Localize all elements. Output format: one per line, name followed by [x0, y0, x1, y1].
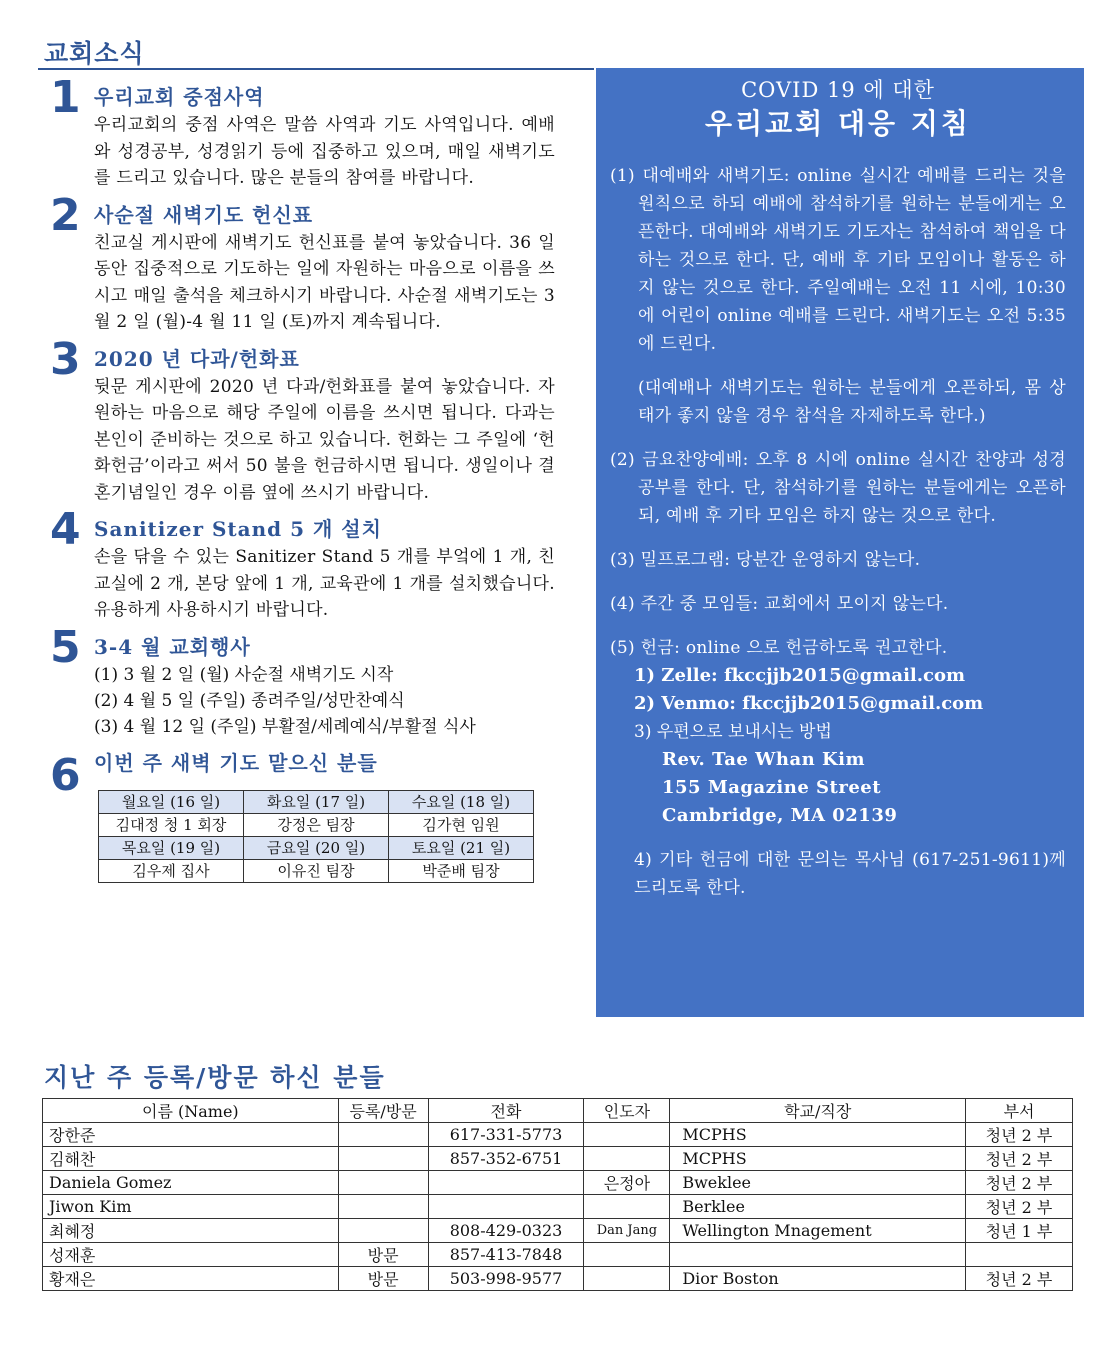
- department-cell: 청년 2 부: [966, 1171, 1073, 1195]
- mail-address-line: Rev. Tae Whan Kim: [662, 749, 865, 770]
- news-body: 친교실 게시판에 새벽기도 헌신표를 붙여 놓았습니다. 36 일 동안 집중적으로 기도하는 일에 자원하는 마음으로 이름을 쓰시고 매일 출석을 체크하시기 바랍니다. 사순절 새벽기도는 3 월 2 일 (월)-4 월 11 일 (토)까지 계속됩니다.: [94, 232, 555, 332]
- name-cell: Daniela Gomez: [43, 1171, 339, 1195]
- school-cell: Dior Boston: [670, 1267, 966, 1291]
- table-row: [43, 1171, 1073, 1195]
- name-cell: 장한준: [43, 1123, 339, 1147]
- news-item-4: [50, 504, 555, 624]
- name-cell: 황재은: [43, 1267, 339, 1291]
- news-item-2: [50, 189, 555, 336]
- table-row: [99, 790, 534, 813]
- prayer-title: 이번 주 새벽 기도 맡으신 분들: [94, 750, 378, 775]
- school-cell: [670, 1243, 966, 1267]
- day-cell: 화요일 (17 일): [244, 790, 389, 813]
- event-line: (3) 4 월 12 일 (주일) 부활절/세례예식/부활절 식사: [94, 716, 476, 737]
- news-title: 2020 년 다과/헌화표: [94, 346, 300, 371]
- status-cell: [338, 1219, 428, 1243]
- department-cell: [966, 1243, 1073, 1267]
- name-cell: 김해찬: [43, 1147, 339, 1171]
- covid-subtitle: 우리교회 대응 지침: [705, 107, 971, 140]
- title-divider: [38, 68, 594, 70]
- department-cell: 청년 2 부: [966, 1147, 1073, 1171]
- phone-cell: 617-331-5773: [428, 1123, 584, 1147]
- covid-guidelines-box: [596, 68, 1084, 1017]
- column-header: 이름 (Name): [43, 1099, 339, 1123]
- department-cell: 청년 2 부: [966, 1267, 1073, 1291]
- column-header: 학교/직장: [670, 1099, 966, 1123]
- phone-cell: 503-998-9577: [428, 1267, 584, 1291]
- school-cell: MCPHS: [670, 1147, 966, 1171]
- name-cell: 최혜정: [43, 1219, 339, 1243]
- column-header: 전화: [428, 1099, 584, 1123]
- covid-item-2: (2) 금요찬양예배: 오후 8 시에 online 실시간 찬양과 성경공부를 한다. 단, 참석하기를 원하는 분들에게는 오픈하되, 예배 후 기타 모임은 하지 않는 것으로 한다.: [610, 450, 1066, 526]
- phone-cell: 808-429-0323: [428, 1219, 584, 1243]
- guide-cell: [584, 1147, 670, 1171]
- news-number: 1: [50, 72, 81, 123]
- covid-item-1-note: (대예배나 새벽기도는 원하는 분들에게 오픈하되, 몸 상태가 좋지 않을 경우 참석을 자제하도록 한다.): [638, 378, 1066, 426]
- status-cell: 방문: [338, 1243, 428, 1267]
- name-cell: Jiwon Kim: [43, 1195, 339, 1219]
- phone-cell: [428, 1171, 584, 1195]
- column-header: 인도자: [584, 1099, 670, 1123]
- status-cell: [338, 1123, 428, 1147]
- person-cell: 강정은 팀장: [244, 813, 389, 836]
- news-title: 우리교회 중점사역: [94, 85, 265, 109]
- news-list: [50, 72, 555, 891]
- covid-item-4: (4) 주간 중 모임들: 교회에서 모이지 않는다.: [610, 594, 949, 614]
- news-body: 우리교회의 중점 사역은 말씀 사역과 기도 사역입니다. 예배와 성경공부, 성경읽기 등에 집중하고 있으며, 매일 새벽기도를 드리고 있습니다. 많은 분들의 참여를 바랍니다.: [94, 115, 555, 188]
- department-cell: 청년 2 부: [966, 1123, 1073, 1147]
- person-cell: 김우제 집사: [99, 859, 244, 882]
- section-title: 교회소식: [44, 39, 145, 68]
- events-title: 3-4 월 교회행사: [94, 634, 251, 659]
- registrants-title: 지난 주 등록/방문 하신 분들: [44, 1063, 386, 1092]
- venmo-account: 2) Venmo: fkccjjb2015@gmail.com: [634, 693, 984, 714]
- guide-cell: Dan Jang: [584, 1219, 670, 1243]
- person-cell: 김가현 임원: [389, 813, 534, 836]
- news-item-3: [50, 333, 555, 507]
- guide-cell: [584, 1123, 670, 1147]
- table-row: [99, 813, 534, 836]
- status-cell: [338, 1171, 428, 1195]
- event-line: (2) 4 월 5 일 (주일) 종려주일/성만찬예식: [94, 690, 405, 711]
- school-cell: MCPHS: [670, 1123, 966, 1147]
- school-cell: Bweklee: [670, 1171, 966, 1195]
- table-row: [43, 1243, 1073, 1267]
- school-cell: Wellington Mnagement: [670, 1219, 966, 1243]
- day-cell: 토요일 (21 일): [389, 836, 534, 859]
- school-cell: Berklee: [670, 1195, 966, 1219]
- covid-title: COVID 19 에 대한: [741, 78, 935, 102]
- status-cell: 방문: [338, 1267, 428, 1291]
- news-title: Sanitizer Stand 5 개 설치: [94, 517, 382, 541]
- table-row: [43, 1147, 1073, 1171]
- news-item-prayer: [50, 748, 555, 883]
- status-cell: [338, 1147, 428, 1171]
- covid-item-1: (1) 대예배와 새벽기도: online 실시간 예배를 드리는 것을 원칙으로 하되 예배에 참석하기를 원하는 분들에게는 오픈한다. 대예배와 새벽기도 기도자는 참석하여 책임을 다하는 것으로 한다. 단, 예배 후 기타 모임이나 활동은 하지 않는 것으로 한다. 주일예배는 오전 11 시에, 10:30 에 어린이 online 예배를 드린다. 새벽기도는 오전 5:35 에 드린다.: [610, 166, 1066, 354]
- zelle-account: 1) Zelle: fkccjjb2015@gmail.com: [634, 665, 966, 686]
- day-cell: 수요일 (18 일): [389, 790, 534, 813]
- mail-method: 3) 우편으로 보내시는 방법: [634, 722, 832, 742]
- news-body: 뒷문 게시판에 2020 년 다과/헌화표를 붙여 놓았습니다. 자원하는 마음으로 해당 주일에 이름을 쓰시면 됩니다. 다과는 본인이 준비하는 것으로 하고 있습니다. 헌화는 그 주일에 ‘헌화헌금’이라고 써서 50 불을 헌금하시면 됩니다. 생일이나 결혼기념일인 경우 이름 옆에 쓰시기 바랍니다.: [94, 376, 555, 503]
- department-cell: 청년 2 부: [966, 1195, 1073, 1219]
- covid-item-5: (5) 헌금: online 으로 헌금하도록 권고한다.: [610, 638, 948, 658]
- person-cell: 이유진 팀장: [244, 859, 389, 882]
- news-title: 사순절 새벽기도 헌신표: [94, 202, 314, 227]
- name-cell: 성재훈: [43, 1243, 339, 1267]
- news-item-1: [50, 72, 555, 192]
- table-row: [43, 1267, 1073, 1291]
- registrants-table: [42, 1098, 1073, 1291]
- table-header-row: [43, 1099, 1073, 1123]
- news-number: 6: [50, 749, 81, 801]
- news-body: 손을 닦을 수 있는 Sanitizer Stand 5 개를 부엌에 1 개, 친교실에 2 개, 본당 앞에 1 개, 교육관에 1 개를 설치했습니다. 유용하게 사용하시기 바랍니다.: [94, 547, 555, 620]
- prayer-duty-table: [98, 790, 534, 883]
- event-line: (1) 3 월 2 일 (월) 사순절 새벽기도 시작: [94, 664, 394, 685]
- day-cell: 목요일 (19 일): [99, 836, 244, 859]
- mail-address-line: Cambridge, MA 02139: [662, 805, 898, 826]
- news-item-events: [50, 621, 555, 740]
- phone-cell: 857-413-7848: [428, 1243, 584, 1267]
- news-number: 2: [50, 189, 81, 241]
- day-cell: 월요일 (16 일): [99, 790, 244, 813]
- news-number: 5: [50, 621, 81, 673]
- table-row: [99, 859, 534, 882]
- person-cell: 박준배 팀장: [389, 859, 534, 882]
- guide-cell: [584, 1267, 670, 1291]
- table-row: [43, 1219, 1073, 1243]
- column-header: 등록/방문: [338, 1099, 428, 1123]
- mail-address-line: 155 Magazine Street: [662, 777, 882, 798]
- guide-cell: 은정아: [584, 1171, 670, 1195]
- guide-cell: [584, 1195, 670, 1219]
- table-row: [43, 1195, 1073, 1219]
- person-cell: 김대정 청 1 회장: [99, 813, 244, 836]
- department-cell: 청년 1 부: [966, 1219, 1073, 1243]
- news-number: 3: [50, 333, 81, 385]
- covid-item-3: (3) 밀프로그램: 당분간 운영하지 않는다.: [610, 550, 921, 570]
- news-number: 4: [50, 504, 81, 555]
- table-row: [43, 1123, 1073, 1147]
- status-cell: [338, 1195, 428, 1219]
- phone-cell: [428, 1195, 584, 1219]
- guide-cell: [584, 1243, 670, 1267]
- column-header: 부서: [966, 1099, 1073, 1123]
- offering-contact: 4) 기타 헌금에 대한 문의는 목사님 (617-251-9611)께 드리도록 한다.: [634, 850, 1066, 898]
- table-row: [99, 836, 534, 859]
- phone-cell: 857-352-6751: [428, 1147, 584, 1171]
- day-cell: 금요일 (20 일): [244, 836, 389, 859]
